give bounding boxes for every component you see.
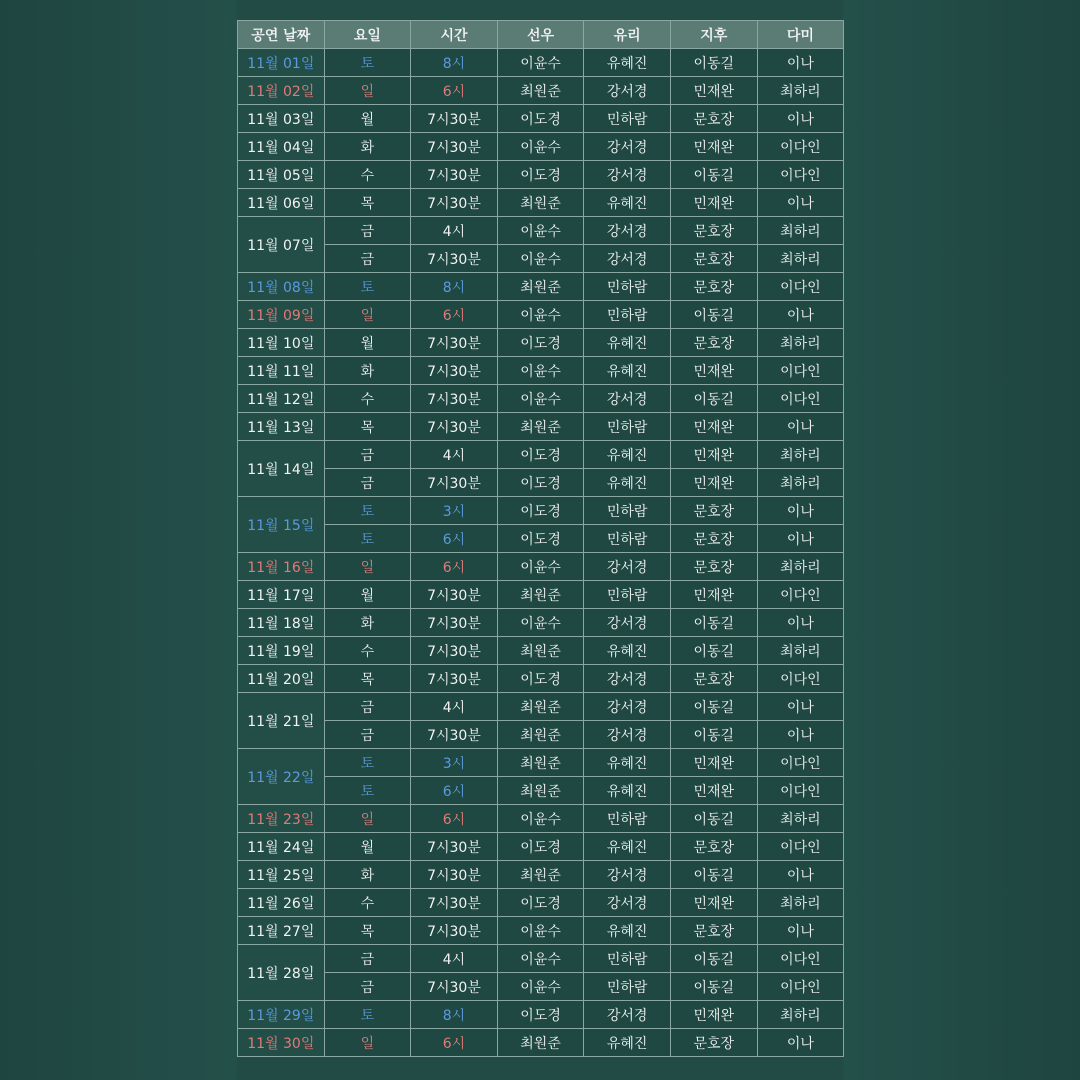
- cast-cell-jihoo: 민재완: [670, 469, 757, 497]
- time-cell: 6시: [411, 805, 498, 833]
- header-cast-yuri: 유리: [584, 21, 671, 49]
- cast-cell-seonwoo: 이도경: [497, 469, 584, 497]
- time-cell: 8시: [411, 49, 498, 77]
- date-cell: 11월 12일: [238, 385, 325, 413]
- cast-cell-dami: 이다인: [757, 833, 844, 861]
- cast-cell-yuri: 강서경: [584, 245, 671, 273]
- cast-cell-dami: 이다인: [757, 973, 844, 1001]
- cast-cell-seonwoo: 이도경: [497, 329, 584, 357]
- cast-cell-jihoo: 민재완: [670, 441, 757, 469]
- cast-cell-yuri: 유혜진: [584, 749, 671, 777]
- day-cell: 수: [324, 385, 411, 413]
- cast-cell-dami: 이나: [757, 721, 844, 749]
- cast-cell-jihoo: 문호장: [670, 105, 757, 133]
- schedule-body: [238, 49, 844, 1057]
- time-cell: 7시30분: [411, 665, 498, 693]
- time-cell: 6시: [411, 301, 498, 329]
- table-row: [238, 497, 844, 525]
- day-cell: 금: [324, 721, 411, 749]
- day-cell: 금: [324, 469, 411, 497]
- table-row: [238, 301, 844, 329]
- date-cell: 11월 17일: [238, 581, 325, 609]
- time-cell: 6시: [411, 1029, 498, 1057]
- day-cell: 목: [324, 189, 411, 217]
- cast-cell-seonwoo: 이도경: [497, 525, 584, 553]
- day-cell: 월: [324, 833, 411, 861]
- cast-cell-yuri: 민하람: [584, 105, 671, 133]
- cast-cell-seonwoo: 이도경: [497, 497, 584, 525]
- day-cell: 화: [324, 133, 411, 161]
- time-cell: 7시30분: [411, 385, 498, 413]
- day-cell: 금: [324, 441, 411, 469]
- table-row: [238, 189, 844, 217]
- cast-cell-dami: 이나: [757, 49, 844, 77]
- date-cell: 11월 06일: [238, 189, 325, 217]
- cast-cell-jihoo: 문호장: [670, 497, 757, 525]
- table-row: [238, 329, 844, 357]
- cast-cell-seonwoo: 최원준: [497, 273, 584, 301]
- table-row: [238, 469, 844, 497]
- date-cell: 11월 27일: [238, 917, 325, 945]
- date-cell: 11월 28일: [238, 945, 325, 1001]
- cast-cell-dami: 최하리: [757, 553, 844, 581]
- time-cell: 8시: [411, 273, 498, 301]
- table-row: [238, 665, 844, 693]
- day-cell: 수: [324, 161, 411, 189]
- day-cell: 목: [324, 917, 411, 945]
- cast-cell-seonwoo: 최원준: [497, 637, 584, 665]
- cast-cell-yuri: 강서경: [584, 77, 671, 105]
- cast-cell-dami: 이다인: [757, 945, 844, 973]
- cast-cell-seonwoo: 이도경: [497, 161, 584, 189]
- day-cell: 월: [324, 581, 411, 609]
- cast-cell-seonwoo: 이윤수: [497, 245, 584, 273]
- date-cell: 11월 13일: [238, 413, 325, 441]
- table-row: [238, 749, 844, 777]
- cast-cell-seonwoo: 이윤수: [497, 553, 584, 581]
- date-cell: 11월 22일: [238, 749, 325, 805]
- cast-cell-seonwoo: 최원준: [497, 861, 584, 889]
- day-cell: 화: [324, 861, 411, 889]
- cast-cell-yuri: 강서경: [584, 217, 671, 245]
- cast-cell-seonwoo: 이도경: [497, 1001, 584, 1029]
- cast-cell-seonwoo: 이도경: [497, 665, 584, 693]
- time-cell: 7시30분: [411, 637, 498, 665]
- cast-cell-jihoo: 문호장: [670, 833, 757, 861]
- cast-cell-dami: 이다인: [757, 357, 844, 385]
- cast-cell-seonwoo: 최원준: [497, 693, 584, 721]
- time-cell: 7시30분: [411, 413, 498, 441]
- day-cell: 금: [324, 217, 411, 245]
- table-row: [238, 553, 844, 581]
- cast-cell-dami: 이나: [757, 105, 844, 133]
- date-cell: 11월 08일: [238, 273, 325, 301]
- cast-cell-dami: 최하리: [757, 1001, 844, 1029]
- cast-cell-jihoo: 민재완: [670, 133, 757, 161]
- cast-cell-jihoo: 민재완: [670, 357, 757, 385]
- cast-cell-jihoo: 이동길: [670, 861, 757, 889]
- table-row: [238, 805, 844, 833]
- day-cell: 토: [324, 1001, 411, 1029]
- cast-cell-seonwoo: 이윤수: [497, 805, 584, 833]
- cast-cell-yuri: 민하람: [584, 301, 671, 329]
- cast-cell-jihoo: 문호장: [670, 917, 757, 945]
- cast-cell-yuri: 유혜진: [584, 329, 671, 357]
- cast-cell-jihoo: 문호장: [670, 525, 757, 553]
- cast-cell-jihoo: 문호장: [670, 245, 757, 273]
- cast-cell-seonwoo: 이윤수: [497, 973, 584, 1001]
- cast-cell-jihoo: 민재완: [670, 413, 757, 441]
- time-cell: 7시30분: [411, 357, 498, 385]
- cast-cell-seonwoo: 이도경: [497, 833, 584, 861]
- date-cell: 11월 20일: [238, 665, 325, 693]
- time-cell: 7시30분: [411, 189, 498, 217]
- date-cell: 11월 26일: [238, 889, 325, 917]
- cast-cell-yuri: 민하람: [584, 581, 671, 609]
- time-cell: 7시30분: [411, 469, 498, 497]
- cast-cell-jihoo: 민재완: [670, 1001, 757, 1029]
- cast-cell-yuri: 민하람: [584, 945, 671, 973]
- cast-cell-yuri: 강서경: [584, 133, 671, 161]
- cast-cell-yuri: 민하람: [584, 805, 671, 833]
- cast-cell-yuri: 강서경: [584, 161, 671, 189]
- cast-cell-seonwoo: 최원준: [497, 721, 584, 749]
- cast-cell-dami: 이나: [757, 609, 844, 637]
- day-cell: 일: [324, 1029, 411, 1057]
- cast-cell-jihoo: 이동길: [670, 637, 757, 665]
- time-cell: 7시30분: [411, 609, 498, 637]
- date-cell: 11월 05일: [238, 161, 325, 189]
- date-cell: 11월 11일: [238, 357, 325, 385]
- date-cell: 11월 04일: [238, 133, 325, 161]
- day-cell: 수: [324, 637, 411, 665]
- time-cell: 6시: [411, 77, 498, 105]
- date-cell: 11월 18일: [238, 609, 325, 637]
- table-row: [238, 161, 844, 189]
- cast-cell-dami: 최하리: [757, 637, 844, 665]
- cast-cell-yuri: 강서경: [584, 1001, 671, 1029]
- table-row: [238, 581, 844, 609]
- table-header-row: [238, 21, 844, 49]
- date-cell: 11월 02일: [238, 77, 325, 105]
- table-row: [238, 777, 844, 805]
- table-row: [238, 917, 844, 945]
- cast-cell-dami: 이다인: [757, 777, 844, 805]
- background-right: [843, 0, 1080, 1080]
- cast-cell-yuri: 유혜진: [584, 441, 671, 469]
- cast-cell-seonwoo: 최원준: [497, 777, 584, 805]
- day-cell: 수: [324, 889, 411, 917]
- cast-cell-dami: 이나: [757, 413, 844, 441]
- cast-cell-yuri: 강서경: [584, 385, 671, 413]
- table-row: [238, 973, 844, 1001]
- cast-cell-jihoo: 이동길: [670, 805, 757, 833]
- cast-cell-yuri: 유혜진: [584, 637, 671, 665]
- cast-cell-yuri: 민하람: [584, 273, 671, 301]
- cast-cell-yuri: 유혜진: [584, 1029, 671, 1057]
- day-cell: 금: [324, 945, 411, 973]
- cast-cell-yuri: 유혜진: [584, 357, 671, 385]
- cast-cell-yuri: 유혜진: [584, 833, 671, 861]
- cast-cell-seonwoo: 이윤수: [497, 217, 584, 245]
- cast-cell-dami: 이다인: [757, 665, 844, 693]
- day-cell: 금: [324, 693, 411, 721]
- date-cell: 11월 21일: [238, 693, 325, 749]
- cast-cell-dami: 이나: [757, 301, 844, 329]
- cast-cell-jihoo: 이동길: [670, 973, 757, 1001]
- cast-cell-seonwoo: 이도경: [497, 105, 584, 133]
- table-row: [238, 693, 844, 721]
- header-time: 시간: [411, 21, 498, 49]
- date-cell: 11월 24일: [238, 833, 325, 861]
- time-cell: 7시30분: [411, 245, 498, 273]
- cast-cell-yuri: 유혜진: [584, 49, 671, 77]
- table-row: [238, 889, 844, 917]
- table-row: [238, 637, 844, 665]
- time-cell: 4시: [411, 693, 498, 721]
- time-cell: 7시30분: [411, 581, 498, 609]
- cast-cell-jihoo: 이동길: [670, 161, 757, 189]
- header-cast-seonwoo: 선우: [497, 21, 584, 49]
- day-cell: 토: [324, 49, 411, 77]
- cast-cell-dami: 이다인: [757, 385, 844, 413]
- time-cell: 4시: [411, 441, 498, 469]
- time-cell: 7시30분: [411, 917, 498, 945]
- cast-cell-jihoo: 민재완: [670, 749, 757, 777]
- cast-cell-seonwoo: 최원준: [497, 413, 584, 441]
- cast-cell-dami: 이다인: [757, 273, 844, 301]
- time-cell: 7시30분: [411, 133, 498, 161]
- cast-cell-dami: 최하리: [757, 77, 844, 105]
- cast-cell-jihoo: 민재완: [670, 889, 757, 917]
- cast-cell-yuri: 강서경: [584, 861, 671, 889]
- cast-cell-yuri: 강서경: [584, 553, 671, 581]
- cast-cell-jihoo: 민재완: [670, 581, 757, 609]
- cast-cell-seonwoo: 이도경: [497, 889, 584, 917]
- cast-cell-jihoo: 문호장: [670, 665, 757, 693]
- time-cell: 7시30분: [411, 161, 498, 189]
- time-cell: 3시: [411, 749, 498, 777]
- table-row: [238, 609, 844, 637]
- cast-cell-jihoo: 문호장: [670, 329, 757, 357]
- table-row: [238, 49, 844, 77]
- date-cell: 11월 10일: [238, 329, 325, 357]
- table-row: [238, 945, 844, 973]
- cast-cell-dami: 이나: [757, 1029, 844, 1057]
- date-cell: 11월 29일: [238, 1001, 325, 1029]
- table-row: [238, 861, 844, 889]
- table-row: [238, 721, 844, 749]
- header-day: 요일: [324, 21, 411, 49]
- cast-cell-dami: 이다인: [757, 749, 844, 777]
- day-cell: 토: [324, 777, 411, 805]
- cast-cell-jihoo: 민재완: [670, 77, 757, 105]
- table-row: [238, 413, 844, 441]
- cast-cell-jihoo: 문호장: [670, 217, 757, 245]
- cast-cell-yuri: 유혜진: [584, 917, 671, 945]
- cast-cell-dami: 이다인: [757, 161, 844, 189]
- cast-cell-yuri: 민하람: [584, 973, 671, 1001]
- cast-cell-jihoo: 이동길: [670, 385, 757, 413]
- table-row: [238, 1001, 844, 1029]
- cast-cell-dami: 이다인: [757, 133, 844, 161]
- time-cell: 6시: [411, 525, 498, 553]
- day-cell: 금: [324, 973, 411, 1001]
- performance-schedule-table: [237, 20, 844, 1057]
- background-left: [0, 0, 237, 1080]
- day-cell: 일: [324, 301, 411, 329]
- cast-cell-yuri: 강서경: [584, 609, 671, 637]
- cast-cell-dami: 이다인: [757, 581, 844, 609]
- date-cell: 11월 03일: [238, 105, 325, 133]
- cast-cell-jihoo: 이동길: [670, 721, 757, 749]
- cast-cell-jihoo: 이동길: [670, 693, 757, 721]
- cast-cell-jihoo: 이동길: [670, 301, 757, 329]
- cast-cell-yuri: 유혜진: [584, 777, 671, 805]
- day-cell: 토: [324, 497, 411, 525]
- day-cell: 토: [324, 525, 411, 553]
- cast-cell-dami: 최하리: [757, 805, 844, 833]
- cast-cell-seonwoo: 최원준: [497, 749, 584, 777]
- table-row: [238, 245, 844, 273]
- cast-cell-yuri: 민하람: [584, 525, 671, 553]
- cast-cell-seonwoo: 이윤수: [497, 609, 584, 637]
- time-cell: 6시: [411, 777, 498, 805]
- table-row: [238, 273, 844, 301]
- cast-cell-dami: 최하리: [757, 329, 844, 357]
- cast-cell-dami: 이나: [757, 693, 844, 721]
- date-cell: 11월 14일: [238, 441, 325, 497]
- cast-cell-yuri: 유혜진: [584, 189, 671, 217]
- cast-cell-jihoo: 이동길: [670, 609, 757, 637]
- time-cell: 7시30분: [411, 889, 498, 917]
- cast-cell-dami: 최하리: [757, 889, 844, 917]
- cast-cell-jihoo: 문호장: [670, 553, 757, 581]
- date-cell: 11월 25일: [238, 861, 325, 889]
- day-cell: 일: [324, 77, 411, 105]
- cast-cell-yuri: 민하람: [584, 413, 671, 441]
- cast-cell-jihoo: 이동길: [670, 945, 757, 973]
- cast-cell-dami: 이나: [757, 189, 844, 217]
- day-cell: 금: [324, 245, 411, 273]
- time-cell: 4시: [411, 217, 498, 245]
- day-cell: 토: [324, 273, 411, 301]
- cast-cell-yuri: 유혜진: [584, 469, 671, 497]
- header-date: 공연 날짜: [238, 21, 325, 49]
- table-row: [238, 357, 844, 385]
- time-cell: 6시: [411, 553, 498, 581]
- date-cell: 11월 23일: [238, 805, 325, 833]
- table-row: [238, 217, 844, 245]
- header-cast-jihoo: 지후: [670, 21, 757, 49]
- table-row: [238, 441, 844, 469]
- time-cell: 3시: [411, 497, 498, 525]
- time-cell: 7시30분: [411, 105, 498, 133]
- day-cell: 토: [324, 749, 411, 777]
- cast-cell-dami: 이나: [757, 861, 844, 889]
- day-cell: 일: [324, 553, 411, 581]
- cast-cell-seonwoo: 최원준: [497, 581, 584, 609]
- date-cell: 11월 07일: [238, 217, 325, 273]
- cast-cell-seonwoo: 이윤수: [497, 945, 584, 973]
- time-cell: 7시30분: [411, 833, 498, 861]
- time-cell: 7시30분: [411, 861, 498, 889]
- time-cell: 8시: [411, 1001, 498, 1029]
- date-cell: 11월 01일: [238, 49, 325, 77]
- time-cell: 4시: [411, 945, 498, 973]
- day-cell: 화: [324, 357, 411, 385]
- cast-cell-seonwoo: 최원준: [497, 77, 584, 105]
- cast-cell-seonwoo: 최원준: [497, 1029, 584, 1057]
- cast-cell-dami: 최하리: [757, 441, 844, 469]
- cast-cell-jihoo: 문호장: [670, 273, 757, 301]
- date-cell: 11월 30일: [238, 1029, 325, 1057]
- day-cell: 화: [324, 609, 411, 637]
- cast-cell-yuri: 강서경: [584, 889, 671, 917]
- cast-cell-seonwoo: 이윤수: [497, 49, 584, 77]
- day-cell: 목: [324, 413, 411, 441]
- cast-cell-dami: 이나: [757, 497, 844, 525]
- cast-cell-dami: 최하리: [757, 469, 844, 497]
- day-cell: 일: [324, 805, 411, 833]
- cast-cell-seonwoo: 이윤수: [497, 357, 584, 385]
- cast-cell-jihoo: 문호장: [670, 1029, 757, 1057]
- day-cell: 월: [324, 329, 411, 357]
- cast-cell-yuri: 민하람: [584, 497, 671, 525]
- cast-cell-seonwoo: 이윤수: [497, 385, 584, 413]
- cast-cell-yuri: 강서경: [584, 721, 671, 749]
- cast-cell-yuri: 강서경: [584, 665, 671, 693]
- time-cell: 7시30분: [411, 329, 498, 357]
- cast-cell-seonwoo: 최원준: [497, 189, 584, 217]
- table-row: [238, 105, 844, 133]
- table-row: [238, 525, 844, 553]
- cast-cell-dami: 이나: [757, 525, 844, 553]
- time-cell: 7시30분: [411, 973, 498, 1001]
- table-row: [238, 133, 844, 161]
- cast-cell-seonwoo: 이윤수: [497, 133, 584, 161]
- table-row: [238, 77, 844, 105]
- day-cell: 목: [324, 665, 411, 693]
- day-cell: 월: [324, 105, 411, 133]
- cast-cell-seonwoo: 이도경: [497, 441, 584, 469]
- cast-cell-seonwoo: 이윤수: [497, 301, 584, 329]
- date-cell: 11월 09일: [238, 301, 325, 329]
- date-cell: 11월 15일: [238, 497, 325, 553]
- header-cast-dami: 다미: [757, 21, 844, 49]
- cast-cell-dami: 이나: [757, 917, 844, 945]
- cast-cell-jihoo: 민재완: [670, 777, 757, 805]
- cast-cell-dami: 최하리: [757, 245, 844, 273]
- cast-cell-dami: 최하리: [757, 217, 844, 245]
- cast-cell-yuri: 강서경: [584, 693, 671, 721]
- cast-cell-seonwoo: 이윤수: [497, 917, 584, 945]
- table-row: [238, 385, 844, 413]
- cast-cell-jihoo: 이동길: [670, 49, 757, 77]
- cast-cell-jihoo: 민재완: [670, 189, 757, 217]
- date-cell: 11월 16일: [238, 553, 325, 581]
- time-cell: 7시30분: [411, 721, 498, 749]
- table-row: [238, 1029, 844, 1057]
- table-row: [238, 833, 844, 861]
- date-cell: 11월 19일: [238, 637, 325, 665]
